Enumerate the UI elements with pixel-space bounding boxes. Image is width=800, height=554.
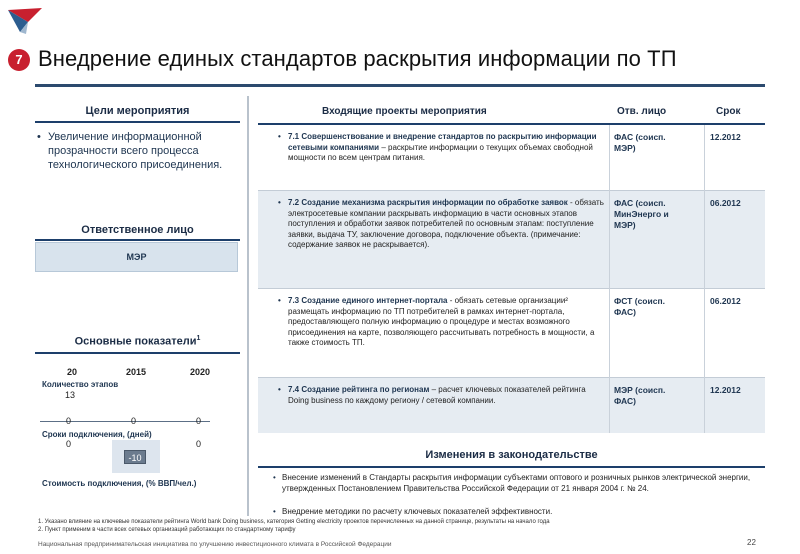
- law-item: • Внедрение методики по расчету ключевых показателей эффективности.: [282, 507, 752, 518]
- goals-rule: [35, 121, 240, 123]
- project-title: 7.3 Создание единого интернет-портала: [288, 296, 448, 305]
- project-term: 06.2012: [710, 198, 741, 208]
- indicator-value: 0: [66, 439, 72, 449]
- column-header-responsible: Отв. лицо: [617, 106, 667, 117]
- project-description: [288, 385, 606, 406]
- project-row: [258, 191, 765, 288]
- project-description: [288, 296, 606, 349]
- indicator-label: Стоимость подключения, (% ВВП/чел.): [42, 479, 197, 488]
- column-divider: [247, 96, 249, 516]
- responsible-box: МЭР: [35, 242, 238, 272]
- responsible-heading: Ответственное лицо: [81, 224, 194, 236]
- logo-icon: [6, 6, 44, 36]
- indicator-negative-badge: -10: [124, 450, 146, 464]
- project-description: [288, 132, 606, 164]
- law-heading: Изменения в законодательстве: [425, 449, 598, 461]
- law-item: • Внесение изменений в Стандарты раскрытия информации субъектами оптового и розничных рынков электрической энергии, утвержденных Постановлением Правительства Российской Федерации от 21 января 2004 г. № 24.: [282, 473, 752, 494]
- column-separator: [704, 125, 705, 433]
- slide-number-badge: 7: [8, 49, 30, 71]
- project-responsible: ФАС (соисп. МЭР): [614, 132, 666, 153]
- project-text: – расчет ключевых показателей рейтинга Doing business по каждому региону / сетевой компании.: [288, 385, 586, 405]
- page-title: Внедрение единых стандартов раскрытия информации по ТП: [38, 46, 677, 71]
- year-label: 2015: [125, 367, 147, 377]
- year-label: 20: [66, 367, 77, 377]
- page-number: 22: [747, 538, 756, 547]
- column-header-projects: Входящие проекты мероприятия: [322, 106, 487, 117]
- project-row: [258, 378, 765, 433]
- project-responsible: ФСТ (соисп. ФАС): [614, 296, 665, 317]
- project-term: 12.2012: [710, 385, 741, 395]
- project-text: – раскрытие информации о текущих объемах свободной мощности по всем центрам питания.: [288, 142, 593, 162]
- indicator-label: Сроки подключения, (дней): [42, 430, 152, 439]
- project-title: 7.2 Создание механизма раскрытия информации по обработке заявок: [288, 198, 568, 207]
- indicator-mark: 0: [196, 416, 202, 426]
- footnote: 2. Пункт применим в части всех сетевых организаций работающих по стандартному тарифу: [38, 527, 296, 533]
- indicator-mark: 0: [131, 416, 137, 426]
- column-header-term: Срок: [716, 106, 741, 117]
- indicator-mark: 0: [196, 439, 202, 449]
- project-responsible: ФАС (соисп. МинЭнерго и МЭР): [614, 198, 669, 230]
- responsible-rule: [35, 239, 240, 241]
- project-row: [258, 289, 765, 377]
- project-title: 7.1 Совершенствование и внедрение стандартов по раскрытию информации сетевыми компаниями: [288, 132, 597, 152]
- title-rule: [35, 84, 765, 87]
- project-text: - обязать электросетевые компании раскрывать информацию в части основных этапов поступления и обработки заявок потребителей по основным этапам: поступление заявки, выдача ТУ, заключение договора, подключение объекта. (примечание: содержание заявок не раскрывается).: [288, 198, 604, 249]
- year-label: 2020: [189, 367, 211, 377]
- indicator-mark: 0: [66, 416, 72, 426]
- goal-text: • Увеличение информационной прозрачности всего процесса технологического присоединения.: [48, 130, 243, 172]
- indicator-value: 13: [65, 390, 76, 400]
- project-row: [258, 125, 765, 190]
- organization-footer: Национальная предпринимательская инициатива по улучшению инвестиционного климата в Российской Федерации: [38, 541, 392, 548]
- indicator-label: Количество этапов: [42, 380, 119, 389]
- footnote: 1. Указано влияние на ключевые показатели рейтинга World bank Doing business, категория Getting electricity проектов перечисленных на данной странице, результаты на начало года: [38, 519, 550, 525]
- indicators-heading: [35, 335, 240, 348]
- project-term: 06.2012: [710, 296, 741, 306]
- project-responsible: МЭР (соисп. ФАС): [614, 385, 666, 406]
- project-description: [288, 198, 606, 251]
- goals-heading: Цели мероприятия: [85, 105, 190, 117]
- project-term: 12.2012: [710, 132, 741, 142]
- indicators-sup: 1: [196, 335, 201, 342]
- column-separator: [609, 125, 610, 433]
- indicators-title: Основные показатели: [74, 335, 197, 348]
- indicators-rule: [35, 352, 240, 354]
- law-rule: [258, 466, 765, 468]
- project-text: - обязать сетевые организации² размещать информацию по ТП потребителей в рамках интернет-портала, предоставляющего полную информацию о процедуре и местах возможного присоединения на карте, позволяющего рассчитывать потребность в мощности, а также стоимость ТП.: [288, 296, 595, 347]
- project-title: 7.4 Создание рейтинга по регионам: [288, 385, 430, 394]
